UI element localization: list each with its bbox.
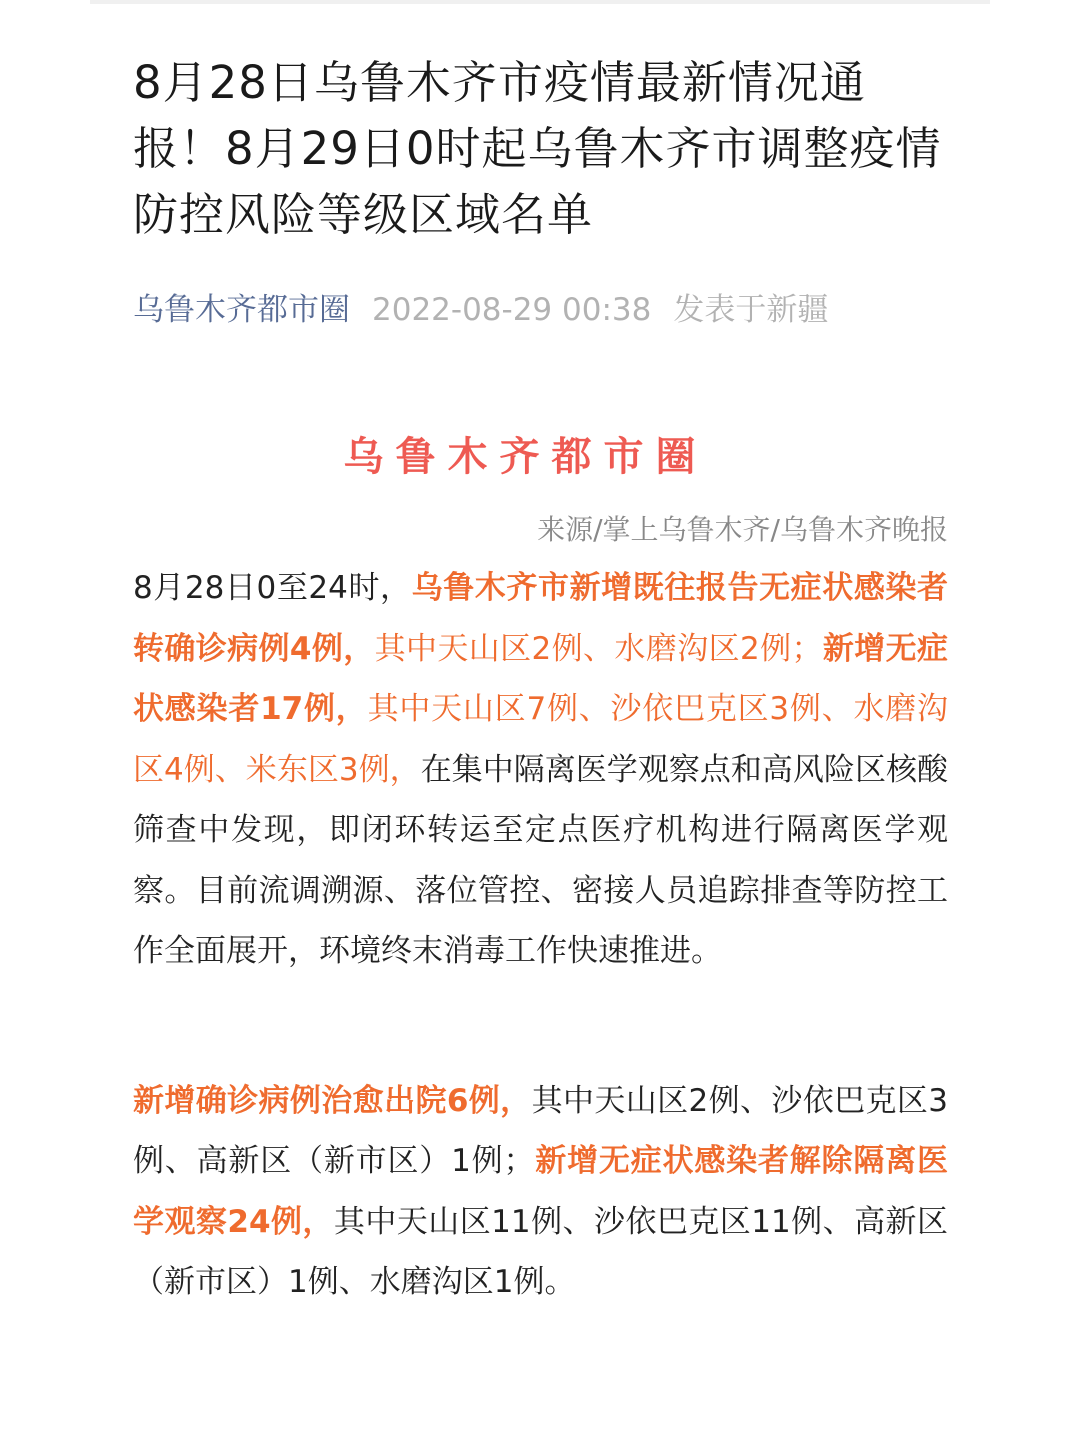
article-meta bbox=[133, 288, 948, 332]
control-measures-text: 在集中隔离医学观察点和高风险区核酸筛查中发现，即闭环转运至定点医疗机构进行隔离医学观察。目前流调溯源、落位管控、密接人员追踪排查等防控工作全面展开，环境终末消毒工作快速推进。 bbox=[133, 751, 948, 969]
report-date-text: 8月28日0至24时， bbox=[133, 570, 412, 606]
paragraph-discharges bbox=[133, 1071, 948, 1313]
released-district-breakdown: 其中天山区11例、沙依巴克区11例、高新区（新市区）1例、水磨沟区1例。 bbox=[133, 1203, 948, 1300]
publish-time: 2022-08-29 00:38 bbox=[372, 292, 652, 328]
top-divider bbox=[90, 0, 990, 4]
article bbox=[133, 50, 948, 1313]
confirmed-district-breakdown: 其中天山区2例、水磨沟区2例； bbox=[374, 630, 823, 667]
source-line: 来源/掌上乌鲁木齐/乌鲁木齐晚报 bbox=[537, 513, 948, 546]
highlight-confirmed-conversions: 乌鲁木齐市新增既往报告无症状感染者转确诊病例4例， bbox=[133, 570, 949, 667]
account-banner-logo: 乌鲁木齐都市圈 bbox=[343, 434, 708, 480]
highlight-discharged: 新增确诊病例治愈出院6例， bbox=[133, 1082, 532, 1119]
asymptomatic-district-breakdown: 其中天山区7例、沙依巴克区3例、水磨沟区4例、米东区3例， bbox=[133, 691, 948, 788]
article-title: 8月28日乌鲁木齐市疫情最新情况通报！8月29日0时起乌鲁木齐市调整疫情防控风险等级区域名单 bbox=[133, 56, 942, 241]
highlight-released-observation: 新增无症状感染者解除隔离医学观察24例， bbox=[133, 1143, 948, 1240]
publish-location: 发表于新疆 bbox=[673, 292, 829, 328]
discharged-district-breakdown: 其中天山区2例、沙依巴克区3例、高新区（新市区）1例； bbox=[133, 1082, 948, 1179]
paragraph-daily-report bbox=[133, 558, 948, 982]
highlight-new-asymptomatic: 新增无症状感染者17例， bbox=[133, 630, 949, 727]
account-name-link[interactable]: 乌鲁木齐都市圈 bbox=[133, 292, 350, 328]
